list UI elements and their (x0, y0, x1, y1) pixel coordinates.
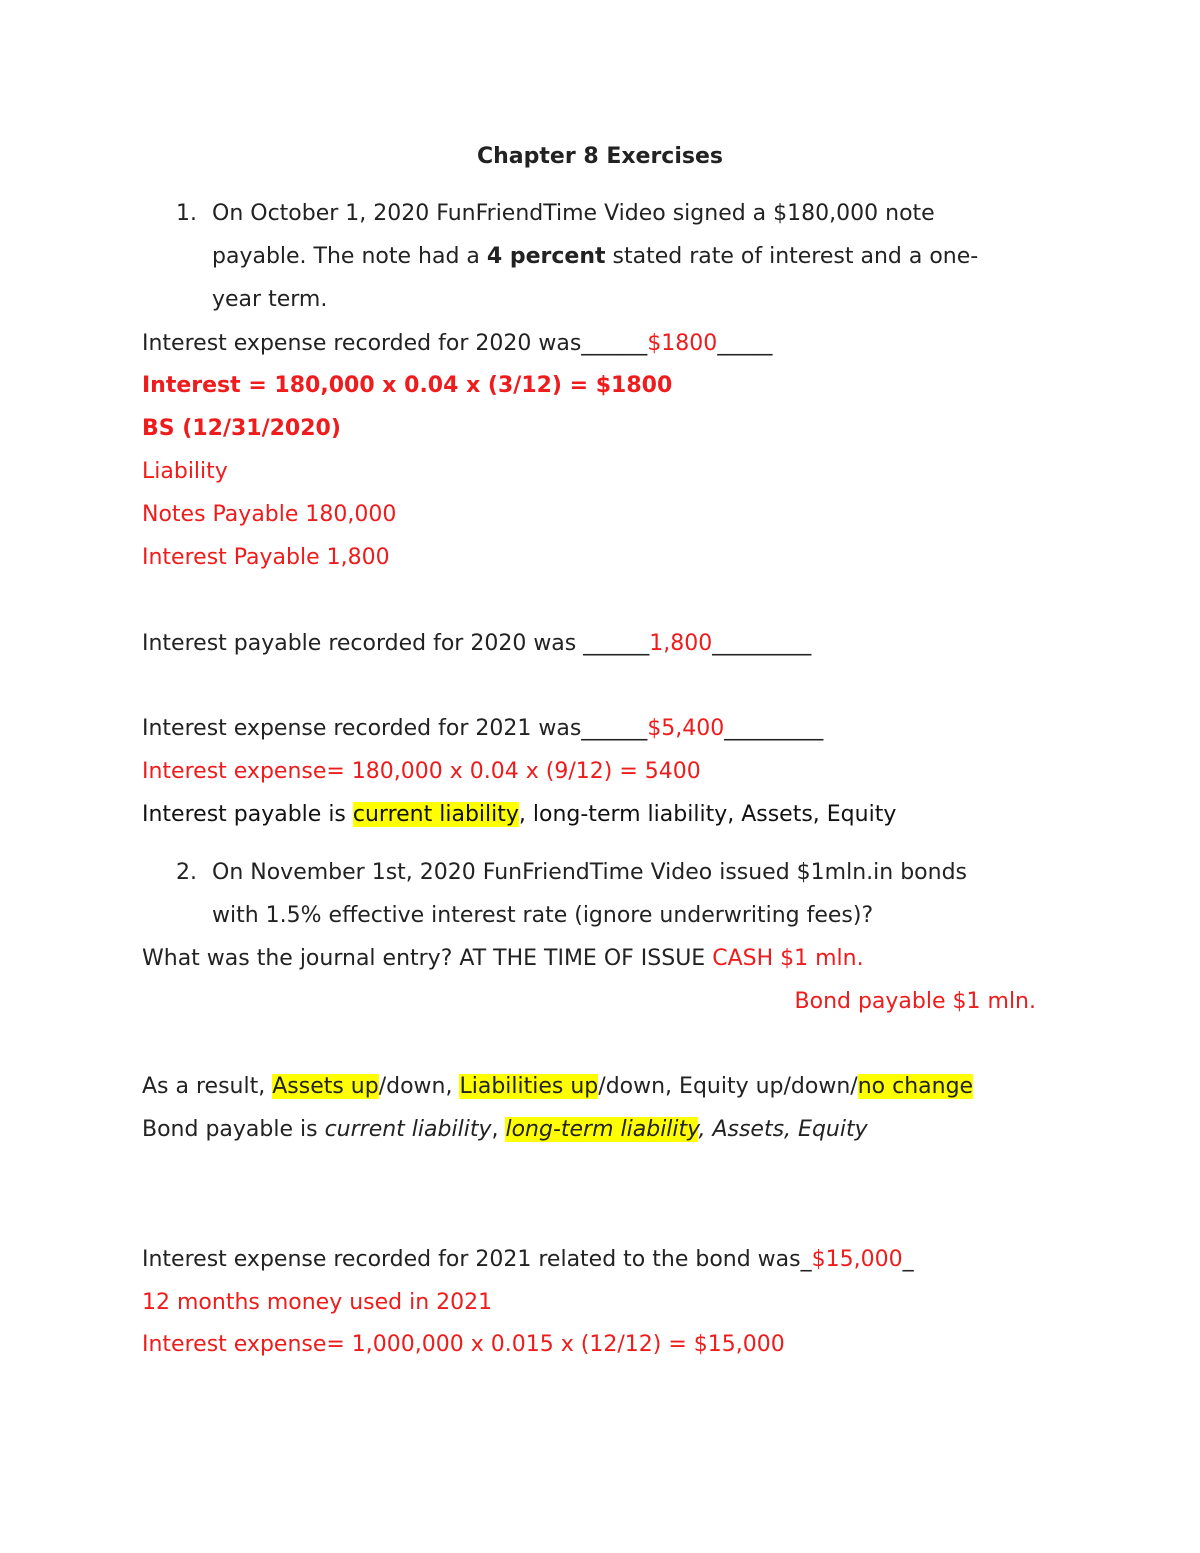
answer: $15,000 (811, 1247, 903, 1272)
question-2-line-2: with 1.5% effective interest rate (ignore underwriting fees)? (212, 903, 874, 928)
highlighted-answer: long-term liability (505, 1117, 699, 1142)
question-text: What was the journal entry? AT THE TIME OF ISSUE (142, 946, 713, 971)
interest-expense-2020 (142, 329, 772, 359)
notes-payable-line: Notes Payable 180,000 (142, 502, 397, 527)
interest-expense-calculation-2021: Interest expense= 180,000 x 0.04 x (9/12) = 5400 (142, 759, 701, 784)
bold-rate: 4 percent (486, 244, 606, 269)
bond-interest-expense-2021 (142, 1245, 914, 1275)
blank: _________ (724, 716, 824, 741)
highlighted-answer: Liabilities up (459, 1074, 599, 1099)
text-run: , long-term liability, Assets, Equity (518, 802, 897, 827)
text-run: Interest payable is (142, 802, 353, 827)
question-text: Interest expense recorded for 2021 was______ (142, 716, 648, 741)
highlighted-answer: no change (857, 1074, 974, 1099)
question-1-line-3: year term. (212, 287, 328, 312)
interest-payable-2020 (142, 629, 811, 659)
question-1-line-2 (212, 242, 978, 272)
balance-sheet-heading: BS (12/31/2020) (142, 416, 341, 441)
question-1-line-1: On October 1, 2020 FunFriendTime Video signed a $180,000 note (212, 201, 935, 226)
text-run: /down, (378, 1074, 460, 1099)
blank: _________ (712, 631, 812, 656)
bond-payable-entry: Bond payable $1 mln. (794, 989, 1036, 1014)
blank: _ (902, 1247, 914, 1272)
text-run: As a result, (142, 1074, 273, 1099)
text-run: Bond payable is (142, 1117, 325, 1142)
interest-expense-2021 (142, 714, 823, 744)
result-line (142, 1072, 973, 1102)
question-2-line-1: On November 1st, 2020 FunFriendTime Video issued $1mln.in bonds (212, 860, 967, 885)
interest-payable-classification (142, 800, 896, 830)
question-1-number: 1. (176, 201, 197, 226)
question-text: Interest payable recorded for 2020 was ______ (142, 631, 650, 656)
text-run: , (491, 1117, 506, 1142)
question-2-number: 2. (176, 860, 197, 885)
option-text: , Assets, Equity (698, 1117, 868, 1142)
option-text: current liability (324, 1117, 492, 1142)
question-text: Interest expense recorded for 2020 was______ (142, 331, 648, 356)
interest-payable-line: Interest Payable 1,800 (142, 545, 390, 570)
interest-calculation: Interest = 180,000 x 0.04 x (3/12) = $1800 (142, 373, 673, 398)
highlighted-answer: Assets up (272, 1074, 379, 1099)
answer: $1800 (647, 331, 718, 356)
text-run: stated rate of interest and a one- (605, 244, 979, 269)
months-note: 12 months money used in 2021 (142, 1290, 493, 1315)
highlighted-answer: current liability (352, 802, 519, 827)
bond-payable-classification (142, 1115, 868, 1145)
question-text: Interest expense recorded for 2021 related to the bond was_ (142, 1247, 812, 1272)
blank: _____ (717, 331, 773, 356)
text-run: payable. The note had a (212, 244, 487, 269)
bond-interest-calculation: Interest expense= 1,000,000 x 0.015 x (12/12) = $15,000 (142, 1332, 785, 1357)
text-run: /down, Equity up/down/ (598, 1074, 858, 1099)
cash-entry: CASH $1 mln. (712, 946, 864, 971)
page-title: Chapter 8 Exercises (477, 144, 723, 169)
liability-label: Liability (142, 459, 228, 484)
answer: $5,400 (647, 716, 725, 741)
journal-entry-line (142, 944, 864, 974)
answer: 1,800 (649, 631, 713, 656)
